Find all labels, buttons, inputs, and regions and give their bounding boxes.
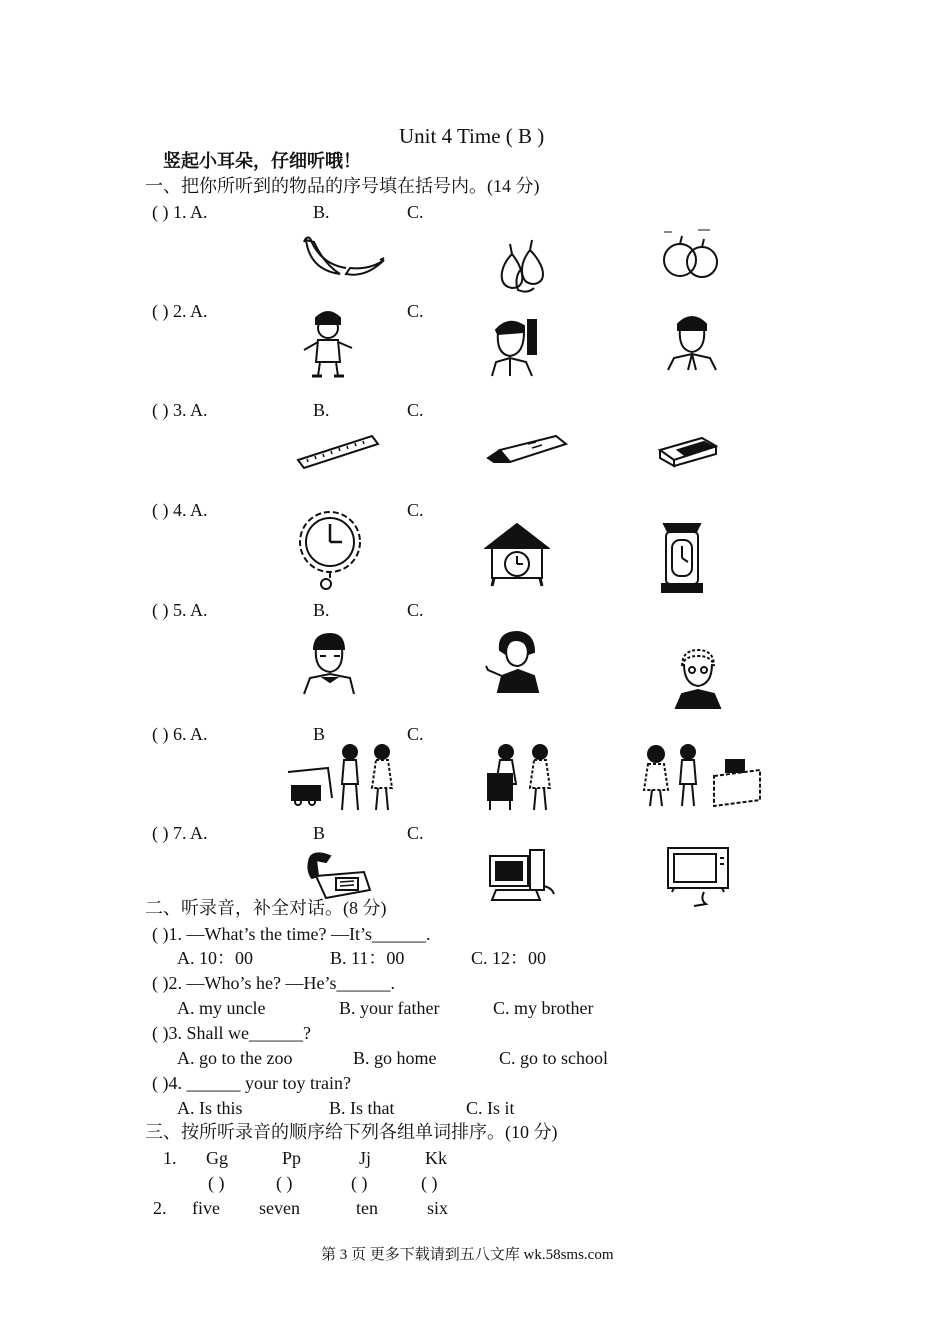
telephone-icon (304, 850, 372, 902)
q2-option-a: A. my uncle (177, 998, 266, 1018)
grandmother-icon (674, 646, 722, 710)
row1-c-label: C. (407, 202, 424, 222)
question-3: ( )3. Shall we______? (152, 1023, 311, 1043)
group1-number: 1. (163, 1148, 177, 1168)
computer-icon (488, 846, 556, 902)
row4-prefix: ( ) 4. A. (152, 500, 208, 520)
group1-blank: ( ) (208, 1173, 225, 1193)
q1-option-b: B. 11：00 (330, 948, 405, 968)
tv-icon (664, 844, 734, 908)
q1-option-c: C. 12：00 (471, 948, 547, 968)
kids-at-desk-icon (642, 744, 764, 808)
man-with-phone-icon (488, 316, 540, 378)
kids-with-box-icon (486, 744, 564, 812)
q2-option-b: B. your father (339, 998, 440, 1018)
group2-word: six (427, 1198, 449, 1218)
group2-number: 2. (153, 1198, 167, 1218)
kids-with-train-icon (286, 744, 398, 812)
row3-b-label: B. (313, 400, 330, 420)
row5-prefix: ( ) 5. A. (152, 600, 208, 620)
q3-option-c: C. go to school (499, 1048, 609, 1068)
group1-blank: ( ) (421, 1173, 438, 1193)
row3-c-label: C. (407, 400, 424, 420)
group1-word: Kk (425, 1148, 447, 1168)
row5-c-label: C. (407, 600, 424, 620)
apples-icon (658, 226, 722, 282)
group1-word: Pp (282, 1148, 302, 1168)
part3-heading: 三、按所听录音的顺序给下列各组单词排序。(10 分) (145, 1122, 558, 1142)
ruler-icon (296, 434, 380, 470)
marker-icon (486, 432, 572, 468)
intro-line: 竖起小耳朵，仔细听哦！ (163, 151, 361, 171)
question-2: ( )2. —Who’s he? —He’s______. (152, 973, 395, 993)
group2-word: seven (259, 1198, 300, 1218)
q4-option-a: A. Is this (177, 1098, 243, 1118)
pears-icon (492, 236, 550, 294)
q2-option-c: C. my brother (493, 998, 594, 1018)
q3-option-a: A. go to the zoo (177, 1048, 293, 1068)
eraser-icon (656, 432, 718, 468)
group1-word: Gg (206, 1148, 228, 1168)
wall-clock-icon (296, 508, 364, 590)
q4-option-b: B. Is that (329, 1098, 395, 1118)
bananas-icon (300, 234, 386, 282)
row7-c-label: C. (407, 823, 424, 843)
row6-c-label: C. (407, 724, 424, 744)
row7-b-label: B (313, 823, 326, 843)
group1-word: Jj (359, 1148, 372, 1168)
page-title: Unit 4 Time ( B ) (399, 124, 545, 148)
man-portrait-icon (664, 310, 720, 372)
row2-c-label: C. (407, 301, 424, 321)
group2-word: ten (356, 1198, 378, 1218)
group1-blank: ( ) (276, 1173, 293, 1193)
house-clock-icon (484, 520, 550, 588)
question-4: ( )4. ______ your toy train? (152, 1073, 351, 1093)
row7-prefix: ( ) 7. A. (152, 823, 208, 843)
grandfather-icon (300, 632, 358, 696)
question-1: ( )1. —What’s the time? —It’s______. (152, 924, 431, 944)
part1-heading: 一、把你所听到的物品的序号填在括号内。(14 分) (145, 176, 540, 196)
row2-prefix: ( ) 2. A. (152, 301, 208, 321)
row6-prefix: ( ) 6. A. (152, 724, 208, 744)
lantern-clock-icon (656, 518, 708, 594)
q1-option-a: A. 10：00 (177, 948, 253, 968)
row4-c-label: C. (407, 500, 424, 520)
row5-b-label: B. (313, 600, 330, 620)
q3-option-b: B. go home (353, 1048, 437, 1068)
page-footer: 第 3 页 更多下载请到五八文库 wk.58sms.com (321, 1247, 614, 1263)
group1-blank: ( ) (351, 1173, 368, 1193)
row1-b-label: B. (313, 202, 330, 222)
part2-heading: 二、听录音，补全对话。(8 分) (145, 898, 387, 918)
row1-prefix: ( ) 1. A. (152, 202, 208, 222)
woman-pointing-icon (484, 630, 544, 694)
boy-icon (300, 306, 356, 380)
row6-b-label: B (313, 724, 326, 744)
group2-word: five (192, 1198, 220, 1218)
row3-prefix: ( ) 3. A. (152, 400, 208, 420)
q4-option-c: C. Is it (466, 1098, 515, 1118)
